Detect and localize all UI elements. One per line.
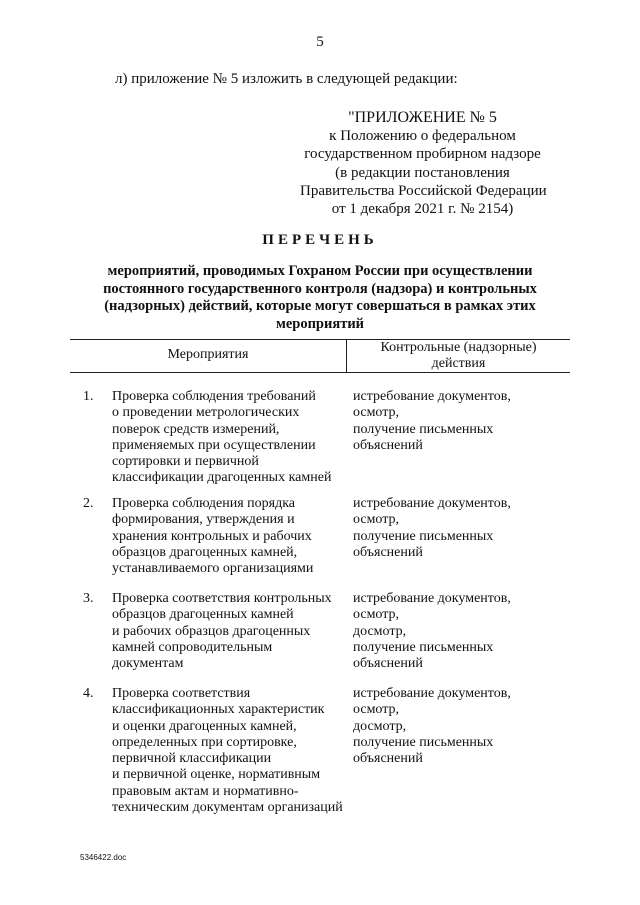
action-line: образцов драгоценных камней [112, 607, 294, 623]
action-line: камней сопроводительным [112, 639, 273, 655]
action-line: сортировки и первичной [112, 454, 259, 470]
control-line: истребование документов, [353, 686, 511, 701]
action-line: документам [112, 656, 184, 672]
action-line: классификационных характеристик [112, 702, 325, 718]
appendix-line: государственном пробирном надзоре [304, 146, 541, 163]
control-line: истребование документов, [353, 389, 511, 404]
appendix-line: к Положению о федеральном [329, 128, 516, 145]
control-line: объяснений [353, 751, 423, 767]
action-line: формирования, утверждения и [112, 512, 295, 528]
action-line: и первичной оценке, нормативным [112, 767, 321, 783]
row-actions [112, 686, 343, 816]
appendix-header [300, 109, 545, 218]
action-line: Проверка соблюдения порядка [112, 496, 295, 511]
row-number: 2. [83, 496, 94, 511]
header-controls [347, 340, 570, 372]
table-header [70, 339, 570, 373]
row-controls [353, 389, 511, 454]
action-line: применяемых при осуществлении [112, 437, 316, 453]
subtitle-line: постоянного государственного контроля (надзора) и контрольных [103, 280, 537, 297]
appendix-line: Правительства Российской Федерации [300, 182, 547, 199]
subtitle-line: мероприятий, проводимых Гохраном России при осуществлении [107, 263, 533, 279]
list-title: ПЕРЕЧЕНЬ [262, 232, 378, 248]
action-line: Проверка соответствия контрольных [112, 591, 332, 606]
subtitle-line: мероприятий [275, 315, 365, 332]
header-controls-line: Контрольные (надзорные) [380, 340, 537, 355]
row-controls [353, 496, 511, 561]
action-line: Проверка соблюдения требований [112, 389, 316, 404]
action-line: техническим документам организаций [112, 800, 343, 816]
row-number: 3. [83, 591, 94, 606]
row-actions [112, 389, 331, 487]
control-line: истребование документов, [353, 591, 511, 606]
control-line: истребование документов, [353, 496, 511, 511]
row-actions [112, 496, 313, 577]
row-controls [353, 591, 511, 672]
action-line: и оценки драгоценных камней, [112, 718, 297, 734]
appendix-line: (в редакции постановления [335, 164, 510, 181]
action-line: и рабочих образцов драгоценных [112, 623, 311, 639]
control-line: получение письменных [353, 528, 494, 544]
measures-table [70, 339, 570, 816]
action-line: Проверка соответствия [112, 686, 251, 701]
row-number: 1. [83, 389, 94, 404]
action-line: правовым актам и нормативно- [112, 783, 299, 799]
row-actions [112, 591, 332, 672]
subtitle-line: (надзорных) действий, которые могут совершаться в рамках этих [104, 298, 536, 314]
control-line: осмотр, [353, 607, 400, 623]
control-line: получение письменных [353, 639, 494, 655]
control-line: получение письменных [353, 421, 494, 437]
action-line: первичной классификации [112, 751, 272, 767]
control-line: объяснений [353, 437, 423, 453]
action-line: определенных при сортировке, [112, 734, 297, 750]
row-number: 4. [83, 686, 94, 701]
row-controls [353, 686, 511, 767]
appendix-title: "ПРИЛОЖЕНИЕ № 5 [348, 109, 497, 126]
action-line: устанавливаемого организациями [112, 561, 314, 577]
control-line: объяснений [353, 656, 423, 672]
action-line: хранения контрольных и рабочих [112, 528, 312, 544]
action-line: поверок средств измерений, [112, 421, 280, 437]
header-actions: Мероприятия [167, 347, 249, 362]
intro-text: л) приложение № 5 изложить в следующей редакции: [115, 71, 458, 87]
control-line: осмотр, [353, 512, 400, 528]
action-line: о проведении метрологических [112, 405, 300, 421]
file-name-footer: 5346422.doc [80, 853, 127, 862]
control-line: получение письменных [353, 734, 494, 750]
page-number: 5 [316, 34, 324, 50]
control-line: осмотр, [353, 405, 400, 421]
control-line: досмотр, [353, 623, 407, 639]
control-line: досмотр, [353, 718, 407, 734]
list-subtitle [90, 263, 550, 333]
appendix-line: от 1 декабря 2021 г. № 2154) [331, 201, 514, 218]
control-line: объяснений [353, 544, 423, 560]
action-line: классификации драгоценных камней [112, 470, 332, 486]
control-line: осмотр, [353, 702, 400, 718]
header-controls-line: действия [431, 356, 486, 371]
action-line: образцов драгоценных камней, [112, 544, 298, 560]
